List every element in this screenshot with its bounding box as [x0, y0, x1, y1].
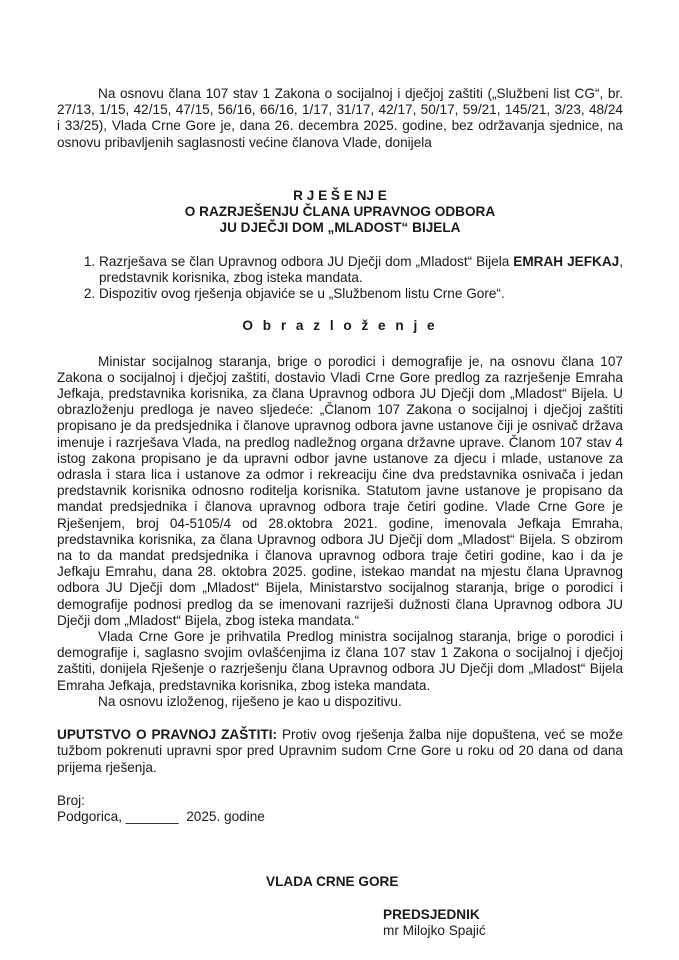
- preamble: Na osnovu člana 107 stav 1 Zakona o socijalnoj i dječjoj zaštiti („Službeni list CG“, br. 27/13, 1/15, 42/15, 47/15, 56/16, 66/16, 1/17, 31/17, 42/17, 50/17, 59/21, 145/21, 3/23, 48/24 i 33/25), Vlada Crne Gore je, dana 26. decembra 2025. godine, bez održavanja sjednice, na osnovu pribavljenih saglasnosti većine članova Vlade, donijela: [57, 86, 623, 150]
- issuer: VLADA CRNE GORE: [266, 874, 399, 889]
- title-line-1: R J E Š E NJ E: [293, 187, 387, 203]
- legal-remedy-label: UPUTSTVO O PRAVNOJ ZAŠTITI:: [57, 727, 277, 743]
- dispositive-item-1: 1. Razrješava se član Upravnog odbora JU Dječji dom „Mladost“ Bijela EMRAH JEFKAJ, predstavnik korisnika, zbog isteka mandata.: [99, 254, 623, 286]
- legal-remedy: UPUTSTVO O PRAVNOJ ZAŠTITI: Protiv ovog rješenja žalba nije dopuštena, već se može tužbom pokrenuti upravni spor pred Upravnim sudom Crne Gore u roku od 20 dana od dana prijema rješenja.: [57, 727, 623, 775]
- signatory-name: mr Milojko Spajić: [383, 923, 486, 939]
- signature-block: [383, 907, 486, 939]
- title-line-2: O RAZRJEŠENJU ČLANA UPRAVNOG ODBORA: [184, 203, 496, 219]
- place-date: Podgorica, _______ 2025. godine: [57, 808, 265, 824]
- reasoning-paragraph: Na osnovu izloženog, riješeno je kao u dispozitivu.: [98, 693, 402, 709]
- title-line-3: JU DJEČJI DOM „MLADOST“ BIJELA: [219, 219, 461, 235]
- signatory-title: PREDSJEDNIK: [383, 907, 480, 922]
- issuer-block: [266, 874, 398, 890]
- document-reference: [57, 793, 623, 825]
- dispositive-item-2: 2. Dispozitiv ovog rješenja objaviće se u „Službenom listu Crne Gore“.: [99, 286, 623, 302]
- broj-label: Broj:: [57, 792, 85, 808]
- reasoning-paragraph: Ministar socijalnog staranja, brige o porodici i demografije je, na osnovu člana 107 Zakona o socijalnoj i dječjoj zaštiti, dostavio Vladi Crne Gore predlog za razrješenje Emraha Jefkaja, predstavnika korisnika, za člana Upravnog odbora JU Dječji dom „Mladost“ Bijela. U obrazloženju predloga je naveo sljedeće: „Članom 107 Zakona o socijalnoj i dječjoj zaštiti propisano je da predsjednika i članove upravnog odbora javne ustanove čiji je osnivač država imenuje i razrješava Vlada, na predlog nadležnog organa državne uprave. Članom 107 stav 4 istog zakona propisano je da upravni odbor javne ustanove za djecu i mlade, ustanove za odrasla i stara lica i ustanove za odmor i rekreaciju čine dva predstavnika osnivača i jedan predstavnik korisnika odnosno roditelja korisnika. Statutom javne ustanove je propisano da mandat predsjednika i članova upravnog odbora traje četiri godine. Vlade Crne Gore je Rješenjem, broj 04-5105/4 od 28.oktobra 2021. godine, imenovala Jefkaja Emraha, predstavnika korisnika, za člana Upravnog odbora JU Dječji dom „Mladost“ Bijela. S obzirom na to da mandat predsjednika i članova upravnog odbora traje četiri godine, kao i da je Jefkaju Emrahu, dana 28. oktobra 2025. godine, istekao mandat na mjestu člana Upravnog odbora JU Dječji dom „Mladost“ Bijela, Ministarstvo socijalnog staranja, brige o porodici i demografije podnosi predlog da se imenovani razriješi dužnosti člana Upravnog odbora JU Dječji dom „Mladost“ Bijela, zbog isteka mandata.“: [57, 353, 623, 628]
- reasoning-body: [57, 354, 623, 710]
- reasoning-heading: O b r a z l o ž e n j e: [242, 318, 438, 334]
- document-page: [57, 86, 623, 825]
- decision-title: [57, 188, 623, 236]
- member-name: EMRAH JEFKAJ: [513, 253, 620, 269]
- dispositive-list: [57, 254, 623, 303]
- reasoning-paragraph: Vlada Crne Gore je prihvatila Predlog ministra socijalnog staranja, brige o porodici i demografije i, saglasno svojim ovlašćenjima iz člana 107 stav 1 Zakona o socijalnoj i dječjoj zaštiti, donijela Rješenje o razrješenju člana Upravnog odbora JU Dječji dom „Mladost“ Bijela Emraha Jefkaja, predstavnika korisnika, zbog isteka mandata.: [57, 629, 623, 693]
